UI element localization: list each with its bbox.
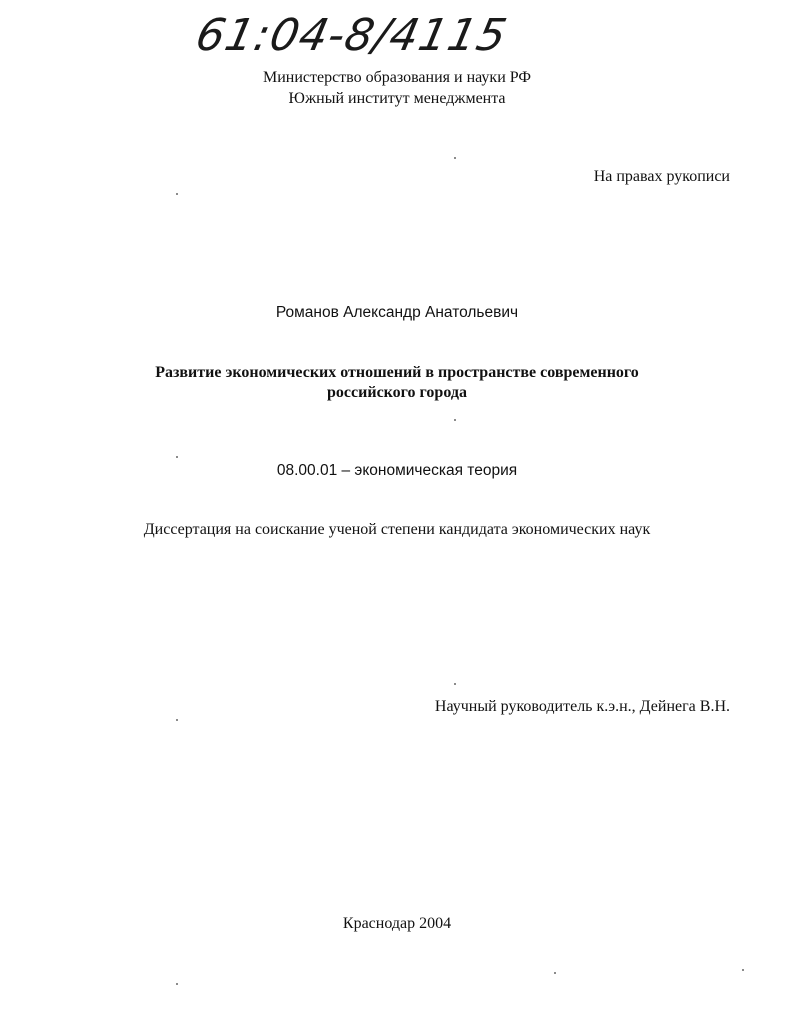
degree-statement: Диссертация на соискание ученой степени кандидата экономических наук (143, 521, 651, 538)
ministry-name: Министерство образования и науки РФ (262, 69, 532, 86)
scan-speck (176, 193, 178, 195)
scan-speck (554, 972, 556, 974)
scan-speck (176, 456, 178, 458)
scan-speck (454, 683, 456, 685)
handwritten-archive-code (191, 2, 512, 64)
dissertation-title-line-2: российского города (327, 384, 467, 401)
scan-speck (454, 157, 456, 159)
scan-speck (176, 719, 178, 721)
institute-name: Южный институт менеджмента (288, 90, 506, 107)
handwritten-code-text: 61:04-8/4115 (191, 10, 512, 61)
place-and-year: Краснодар 2004 (342, 915, 452, 932)
scan-speck (454, 419, 456, 421)
scan-speck (742, 969, 744, 971)
manuscript-note: На правах рукописи (593, 168, 730, 185)
author-name: Романов Александр Анатольевич (275, 304, 519, 321)
scan-speck (176, 983, 178, 985)
dissertation-title-line-1: Развитие экономических отношений в пространстве современного (155, 364, 639, 381)
scientific-supervisor: Научный руководитель к.э.н., Дейнега В.Н. (434, 698, 730, 715)
specialty-code: 08.00.01 – экономическая теория (276, 462, 518, 479)
